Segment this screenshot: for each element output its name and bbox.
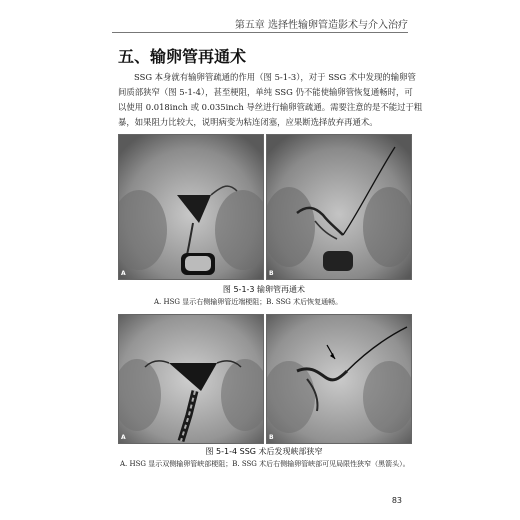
page-number: 83 xyxy=(391,496,402,505)
figure-caption: 图 5-1-3 输卵管再通术 xyxy=(222,285,306,294)
figure-subcaption: A. HSG 显示右侧输卵管近端梗阻；B. SSG 术后恢复通畅。 xyxy=(154,298,343,306)
panel-label: B xyxy=(269,270,274,277)
paragraph-line: SSG 本身就有输卵管疏通的作用（图 5-1-3），对于 SSG 术中发现的输卵管 xyxy=(134,72,416,82)
xray-graphic xyxy=(267,135,411,279)
paragraph-line: 间质部狭窄（图 5-1-4），甚至梗阻，单纯 SSG 仍不能使输卵管恢复通畅时，可 xyxy=(118,87,413,97)
panel-label: A xyxy=(121,434,126,441)
xray-graphic xyxy=(119,315,263,443)
page-header xyxy=(0,0,520,40)
header-rule xyxy=(112,32,408,33)
figure-subcaption: A. HSG 显示双侧输卵管峡部梗阻；B. SSG 术后右侧输卵管峡部可见局限性狭窄（黑箭头）。 xyxy=(120,460,410,468)
panel-label: A xyxy=(121,270,126,277)
paragraph-line: 暴，如果阻力比较大，说明病变为粘连闭塞，应果断选择放弃再通术。 xyxy=(118,117,378,127)
xray-image-5-1-4-b xyxy=(266,314,412,444)
xray-graphic xyxy=(119,135,263,279)
xray-image-5-1-3-a xyxy=(118,134,264,280)
paragraph-line: 以使用 0.018inch 或 0.035inch 导丝进行输卵管疏通。需要注意的是不能过于粗 xyxy=(118,102,423,112)
chapter-header: 第五章 选择性输卵管造影术与介入治疗 xyxy=(234,20,408,31)
section-title: 五、输卵管再通术 xyxy=(118,47,247,66)
xray-image-5-1-4-a xyxy=(118,314,264,444)
panel-label: B xyxy=(269,434,274,441)
body-paragraph xyxy=(118,70,423,130)
xray-graphic xyxy=(267,315,411,443)
figure-caption: 图 5-1-4 SSG 术后发现峡部狭窄 xyxy=(205,447,323,456)
xray-image-5-1-3-b xyxy=(266,134,412,280)
